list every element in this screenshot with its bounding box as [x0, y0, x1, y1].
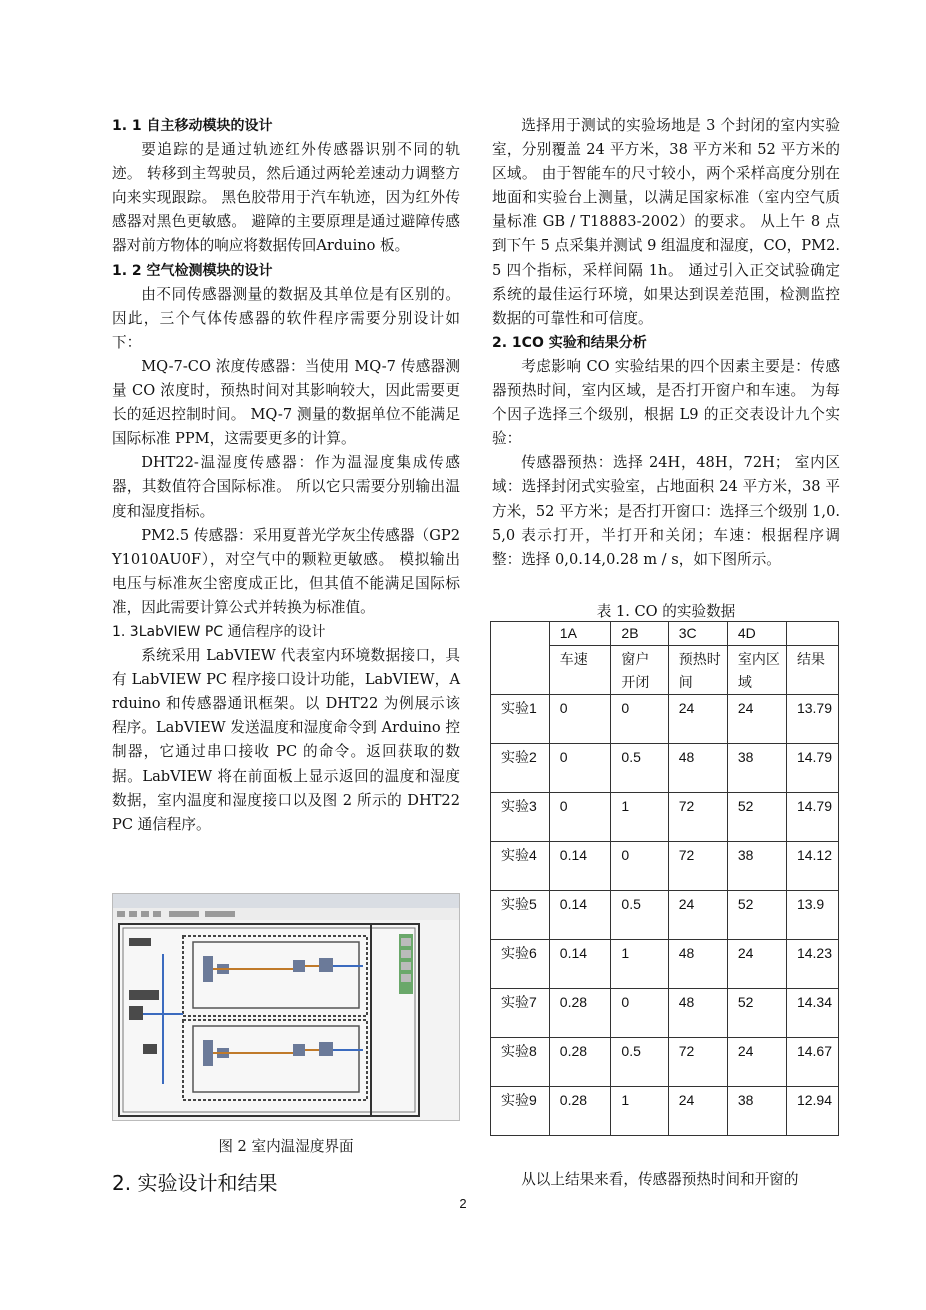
paragraph-tracking: 要追踪的是通过轨迹红外传感器识别不同的轨迹。 转移到主驾驶员，然后通过两轮差速动力调整方向来实现跟踪。 黑色胶带用于汽车轨迹，因为红外传感器对黑色更敏感。 避障的主要原理是通过避障传感器对前方物体的响应将数据传回Arduino 板。	[112, 141, 460, 255]
table-code-cell: 3C	[668, 622, 727, 646]
table-cell: 52	[727, 989, 786, 1038]
figure-caption: 图 2 室内温湿度界面	[218, 1138, 354, 1155]
table-code-cell: 4D	[727, 622, 786, 646]
table-cell: 0.5	[611, 891, 668, 940]
table-cell: 14.79	[786, 793, 838, 842]
table-header-cell: 预热时间	[668, 646, 727, 695]
table-cell: 1	[611, 940, 668, 989]
table-cell: 24	[727, 695, 786, 744]
table-caption: 表 1. CO 的实验数据	[596, 603, 736, 620]
table-cell: 0.28	[549, 989, 611, 1038]
table-cell: 0.28	[549, 1038, 611, 1087]
table-cell: 48	[668, 744, 727, 793]
paragraph-factors: 考虑影响 CO 实验结果的四个因素主要是：传感器预热时间，室内区域，是否打开窗户和车速。 为每个因子选择三个级别，根据 L9 的正交表设计九个实验：	[492, 357, 840, 448]
table-cell: 38	[727, 1087, 786, 1136]
table-code-cell: 1A	[549, 622, 611, 646]
table-cell: 0.5	[611, 744, 668, 793]
table-cell: 52	[727, 891, 786, 940]
table-cell: 1	[611, 793, 668, 842]
row-label: 实验6	[491, 940, 550, 989]
table-cell: 24	[668, 695, 727, 744]
table-cell: 24	[668, 891, 727, 940]
paragraph-dht22: DHT22-温湿度传感器：作为温湿度集成传感器，其数值符合国际标准。 所以它只需要分别输出温度和湿度指标。	[112, 454, 460, 520]
table-cell: 0.28	[549, 1087, 611, 1136]
table-row	[491, 891, 839, 940]
paragraph-levels: 传感器预热：选择 24H，48H，72H； 室内区域：选择封闭式实验室，占地面积 24 平方米，38 平方米，52 平方米；是否打开窗口：选择三个级别 1,0.5,0 表示打开，半打开和关闭；车速：根据程序调整：选择 0,0.14,0.28 m / s，如下图所示。	[492, 454, 840, 568]
table-cell: 72	[668, 1038, 727, 1087]
paragraph-mq7: MQ-7-CO 浓度传感器：当使用 MQ-7 传感器测量 CO 浓度时，预热时间对其影响较大，因此需要更长的延迟控制时间。 MQ-7 测量的数据单位不能满足国际标准 PPM，这需要更多的计算。	[112, 357, 460, 448]
table-code-row	[491, 622, 839, 646]
section-2-title: 2. 实验设计和结果	[112, 1171, 278, 1195]
table-cell: 14.34	[786, 989, 838, 1038]
co-data-table	[490, 621, 839, 1136]
table-cell: 72	[668, 842, 727, 891]
heading-1-1: 1. 1 自主移动模块的设计	[112, 118, 273, 134]
table-cell: 0	[549, 695, 611, 744]
right-column	[492, 114, 840, 572]
row-label: 实验8	[491, 1038, 550, 1087]
table-cell: 0.14	[549, 940, 611, 989]
row-label: 实验3	[491, 793, 550, 842]
table-row	[491, 744, 839, 793]
row-label: 实验9	[491, 1087, 550, 1136]
table-cell: 38	[727, 744, 786, 793]
table-row	[491, 1038, 839, 1087]
table-cell: 0	[549, 793, 611, 842]
table-row	[491, 793, 839, 842]
table-row	[491, 1087, 839, 1136]
table-cell: 24	[727, 1038, 786, 1087]
heading-2-1: 2. 1CO 实验和结果分析	[492, 334, 647, 351]
table-cell: 13.9	[786, 891, 838, 940]
table-cell: 0.14	[549, 891, 611, 940]
table-code-cell: 2B	[611, 622, 668, 646]
table-header-cell: 结果	[786, 646, 838, 695]
table-cell: 1	[611, 1087, 668, 1136]
table-cell: 0.14	[549, 842, 611, 891]
table-row	[491, 695, 839, 744]
table-cell: 13.79	[786, 695, 838, 744]
table-cell: 24	[668, 1087, 727, 1136]
paragraph-pm25: PM2.5 传感器：采用夏普光学灰尘传感器（GP2Y1010AU0F），对空气中的颗粒更敏感。 模拟输出电压与标准灰尘密度成正比，但其值不能满足国际标准，因此需要计算公式并转换为标准值。	[112, 526, 460, 616]
row-label: 实验7	[491, 989, 550, 1038]
table-cell: 14.79	[786, 744, 838, 793]
table-header-cell: 窗户开闭	[611, 646, 668, 695]
table-cell: 24	[727, 940, 786, 989]
table-cell: 0.5	[611, 1038, 668, 1087]
table-cell: 14.12	[786, 842, 838, 891]
heading-1-3: 1. 3LabVIEW PC 通信程序的设计	[112, 623, 326, 640]
table-cell: 14.67	[786, 1038, 838, 1087]
table-header-cell: 车速	[549, 646, 611, 695]
paragraph-conclusion-start: 从以上结果来看，传感器预热时间和开窗的	[521, 1171, 799, 1188]
table-cell: 72	[668, 793, 727, 842]
left-column	[112, 114, 460, 837]
table-cell: 38	[727, 842, 786, 891]
table-cell: 14.23	[786, 940, 838, 989]
page-number: 2	[459, 1196, 467, 1211]
table-row	[491, 842, 839, 891]
row-label: 实验2	[491, 744, 550, 793]
row-label: 实验5	[491, 891, 550, 940]
row-label: 实验1	[491, 695, 550, 744]
table-header-cell: 室内区域	[727, 646, 786, 695]
labview-diagram-illustration	[113, 894, 459, 1120]
table-cell: 48	[668, 940, 727, 989]
table-cell: 52	[727, 793, 786, 842]
table-cell: 12.94	[786, 1087, 838, 1136]
table-row	[491, 989, 839, 1038]
paragraph-test-site: 选择用于测试的实验场地是 3 个封闭的室内实验室，分别覆盖 24 平方米，38 平方米和 52 平方米的区域。 由于智能车的尺寸较小，两个采样高度分别在地面和实验台上测量，以满足国家标准（室内空气质量标准 GB / T18883-2002）的要求。 从上午 8 点到下午 5 点采集并测试 9 组温度和湿度，CO，PM2.5 四个指标，采样间隔 1h。 通过引入正交试验确定系统的最佳运行环境，如果达到误差范围，检测监控数据的可靠性和可信度。	[492, 117, 840, 327]
row-label: 实验4	[491, 842, 550, 891]
table-cell: 0	[611, 695, 668, 744]
table-row	[491, 940, 839, 989]
table-cell: 0	[549, 744, 611, 793]
paragraph-sensors-intro: 由不同传感器测量的数据及其单位是有区别的。 因此，三个气体传感器的软件程序需要分别设计如下：	[112, 285, 460, 351]
table-cell: 48	[668, 989, 727, 1038]
table-cell: 0	[611, 989, 668, 1038]
table-cell: 0	[611, 842, 668, 891]
paragraph-labview: 系统采用 LabVIEW 代表室内环境数据接口，具有 LabVIEW PC 程序接口设计功能，LabVIEW，Arduino 和传感器通讯框架。以 DHT22 为例展示该程序。LabVIEW 发送温度和湿度命令到 Arduino 控制器，它通过串口接收 PC 的命令。返回获取的数据。LabVIEW 将在前面板上显示返回的温度和湿度数据，室内温度和湿度接口以及图 2 所示的 DHT22 PC 通信程序。	[112, 647, 460, 833]
figure-labview-diagram	[112, 893, 460, 1121]
heading-1-2: 1. 2 空气检测模块的设计	[112, 262, 273, 279]
